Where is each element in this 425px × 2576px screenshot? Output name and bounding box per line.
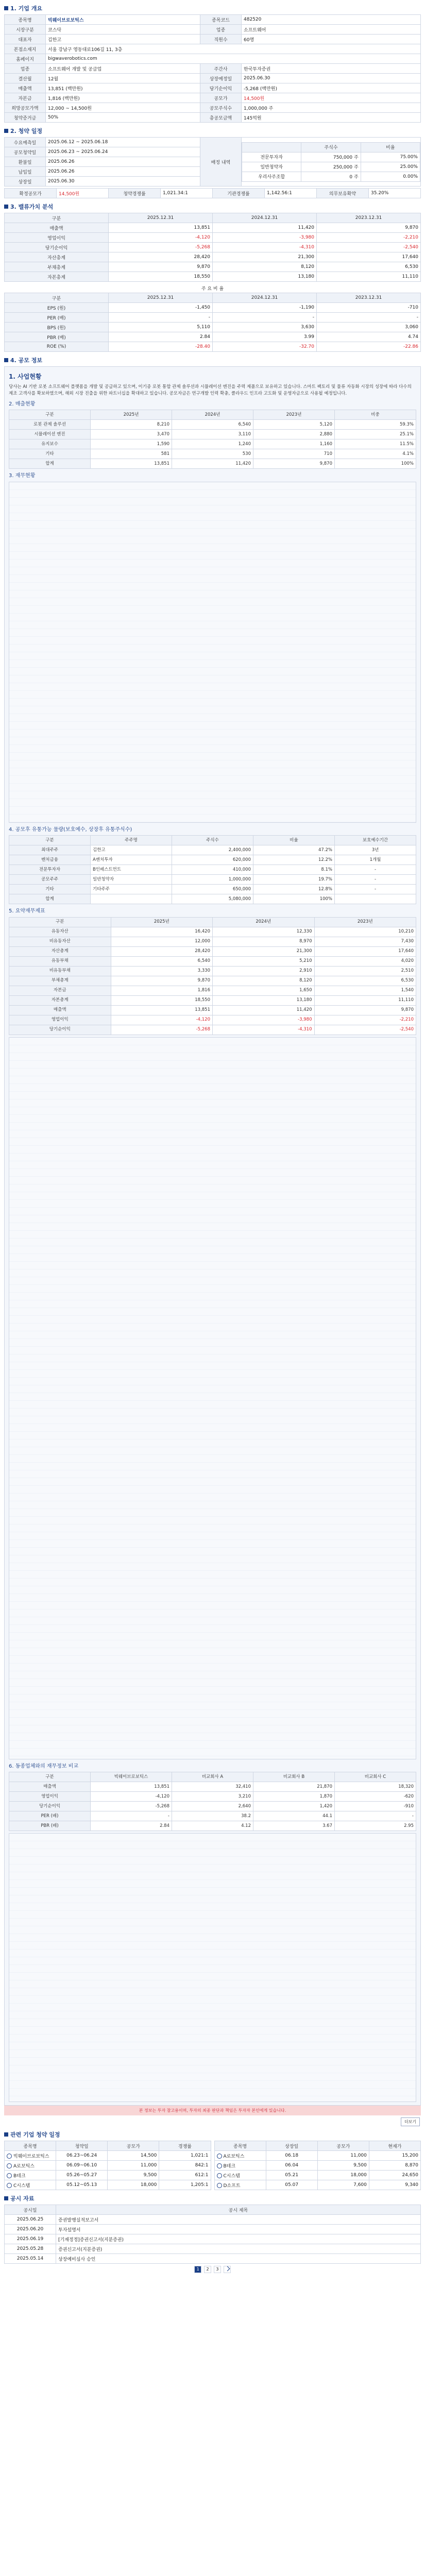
disclosure-row[interactable]: 2025.06.19 [기재정정]증권신고서(지분증권) xyxy=(5,2234,421,2244)
sales-table: 구분 2025년 2024년 2023년 비중 로봇 관제 솔루션 8,210 6,540 5,120 59.3% 시뮬레이션 엔진 3,470 3,110 2,880 25.1% 유지보수 1,590 1,240 1,160 11.5% 기타 581 530 710 4.1% 합계 13,851 11,420 9,870 100% xyxy=(9,410,416,469)
pagination xyxy=(4,2266,421,2273)
summary-table: 구분 2025년 2024년 2023년 유동자산 16,420 12,330 10,210 비유동자산 12,000 8,970 7,430 자산총계 28,420 21,300 17,640 유동부채 6,540 5,210 4,020 비유동부채 3,330 2,910 2,510 부채총계 9,870 8,120 6,530 자본금 1,816 1,650 1,540 자본총계 18,550 13,180 11,110 매출액 13,851 11,420 9,870 영업이익 -4,120 -3,980 -2,210 당기순이익 -5,268 -4,310 -2,540 xyxy=(9,917,416,1035)
stock-icon xyxy=(217,2183,222,2188)
more-row xyxy=(4,2117,421,2126)
stock-icon xyxy=(7,2173,12,2178)
related-listed-row[interactable]: B테크 06.04 9,500 8,870 xyxy=(214,2161,421,2171)
business-description: 당사는 AI 기반 로봇 소프트웨어 플랫폼을 개발 및 공급하고 있으며, 이기종 로봇 통합 관제 솔루션과 시뮬레이션 엔진을 주력 제품으로 보유하고 있습니다. 스마트 팩토리 및 물류 자동화 시장의 성장에 따라 다수의 제조 고객사를 확보하였으며, 해외 시장 진출을 위한 파트너십을 확대하고 있습니다. 공모자금은 연구개발 인력 확충, 클라우드 인프라 고도화 및 운영자금으로 사용될 예정입니다. xyxy=(9,384,412,396)
related-listed-row[interactable]: D소프트 05.07 7,600 9,340 xyxy=(214,2180,421,2190)
related-wrap xyxy=(4,2141,421,2190)
stock-icon xyxy=(7,2154,12,2159)
related-row[interactable]: A로보틱스 06.09~06.10 11,000 842:1 xyxy=(5,2161,211,2171)
related-title: 관련 기업 청약 일정 xyxy=(4,2130,421,2139)
disclosure-row[interactable]: 2025.06.20 투자설명서 xyxy=(5,2225,421,2234)
schedule-table: 수요예측일 2025.06.12 ~ 2025.06.18 배정 내역 주식수 비율 전문투자자 750,000 주 75.00% 일반청약자 250,000 주 25.00% 우리사주조합 0 주 0.00% 공모청약일 2025.06.23 ~ 2025.06.24 환불일 2025.06.26 납입일 2025.06.26 상장일 2025.06.30 xyxy=(4,137,421,187)
related-row[interactable]: 빅웨이브로보틱스 06.23~06.24 14,500 1,021:1 xyxy=(5,2151,211,2161)
disclosure-row[interactable]: 2025.05.28 증권신고서(지분증권) xyxy=(5,2244,421,2254)
related-row[interactable]: C시스템 05.12~05.13 18,000 1,205:1 xyxy=(5,2180,211,2190)
stock-icon xyxy=(7,2183,12,2188)
stock-icon xyxy=(217,2173,222,2178)
more-button[interactable]: 더보기 xyxy=(401,2117,420,2126)
section-schedule-title: 2. 청약 일정 xyxy=(4,127,421,135)
valuation-table: 구분 2025.12.31 2024.12.31 2023.12.31 매출액 13,851 11,420 9,870 영업이익 -4,120 -3,980 -2,210 당기순이익 -5,268 -4,310 -2,540 자산총계 28,420 21,300 17,640 부채총계 9,870 8,120 6,530 자본총계 18,550 13,180 11,110 xyxy=(4,213,421,282)
sales-subtitle: 2. 매출현황 xyxy=(9,401,36,407)
distribution-table: 구분 주주명 주식수 비율 보호예수기간 최대주주 김한고 2,400,000 47.2% 3년 벤처금융 A벤처투자 620,000 12.2% 1개월 전문투자자 B인베스트먼트 410,000 8.1% - 공모주주 일반청약자 1,000,000 19.7% - 기타 기타주주 650,000 12.8% - 합계 5,080,000 100% xyxy=(9,835,416,904)
section-company-title: 1. 기업 개요 xyxy=(4,4,421,12)
section-public-info-title: 4. 공모 정보 xyxy=(4,356,421,364)
ipo-detail-page xyxy=(4,4,421,2273)
stock-icon xyxy=(217,2154,222,2159)
ratio-title: 주 요 비 율 xyxy=(201,286,224,292)
business-memo: 1. 사업현황 당사는 AI 기반 로봇 소프트웨어 플랫폼을 개발 및 공급하고 있으며, 이기종 로봇 통합 관제 솔루션과 시뮬레이션 엔진을 주력 제품으로 보유하고 있습니다. 스마트 팩토리 및 물류 자동화 시장의 성장에 따라 다수의 제조 고객사를 확보하였으며, 해외 시장 진출을 위한 파트너십을 확대하고 있습니다. 공모자금은 연구개발 인력 확충, 클라우드 인프라 고도화 및 운영자금으로 사용될 예정입니다. 2. 매출현황 구분 2025년 2024년 2023년 비중 로봇 관제 솔루션 8,210 6,540 5,120 59.3% 시뮬레이션 엔진 3,470 3,110 2,880 25.1% 유지보수 1,590 1,240 1,160 11.5% 기타 581 530 710 4.1% 합계 13,851 11,420 9,870 100% 3. 재무현황 4. 공모후 유통가능 물량(보호예수, 상장후 유통주식수) 구분 주주명 주식수 비율 보호예수기간 최대주주 김한고 2,400,000 47.2% 3년 벤처금융 A벤처투자 620,000 12.2% 1개월 전문투자자 B인베스트먼트 410,000 8.1% - 공모주주 일반청약자 1,000,000 19.7% - 기타 기타주주 650,000 12.8% - 합계 5,080,000 100% 5. 요약재무제표 구분 2025년 2024년 2023년 유동자산 16,420 12,330 10,210 비유동자산 12,000 8,970 7,430 자산총계 28,420 21,300 17,640 유동부채 6,540 5,210 4,020 비유동부채 3,330 2,910 2,510 부채총계 9,870 8,120 6,530 자본금 1,816 1,650 1,540 자본총계 18,550 13,180 11,110 매출액 13,851 11,420 9,870 영업이익 -4,120 -3,980 -2,210 당기순이익 -5,268 -4,310 -2,540 6. 동종업체와의 재무정보 비교 구분 빅웨이브로보틱스 비교회사 A 비교회사 B 비교회사 C 매출액 13,851 32,410 21,870 18,320 영업이익 -4,120 3,210 1,870 -620 당기순이익 -5,268 2,640 1,420 -910 PER (배) - 38.2 44.1 - PBR (배) 2.84 4.12 3.67 2.95 xyxy=(4,366,421,2106)
disclosure-table: 공시일 공시 제목 2025.06.25 증권발행실적보고서 2025.06.20 투자설명서 2025.06.19 [기재정정]증권신고서(지분증권) 2025.05.28 증권신고서(지분증권) 2025.05.14 상장예비심사 승인 xyxy=(4,2205,421,2264)
finance-subtitle: 3. 재무현황 xyxy=(9,473,36,479)
related-left-table: 종목명 청약일 공모가 경쟁률 빅웨이브로보틱스 06.23~06.24 14,500 1,021:1 A로보틱스 06.09~06.10 11,000 842:1 B테크 05.26~05.27 9,500 612:1 C시스템 05.12~05.13 18,000 1,205:1 xyxy=(4,2141,211,2190)
related-listed-row[interactable]: C시스템 05.21 18,000 24,650 xyxy=(214,2171,421,2180)
finance-detail-area xyxy=(9,482,416,823)
disclosure-title: 공시 자료 xyxy=(4,2194,421,2202)
schedule-bottom-table: 확정공모가 14,500원 청약경쟁률 1,021.34:1 기관경쟁률 1,142.56:1 의무보유확약 35.20% xyxy=(4,188,421,198)
section-valuation-title: 3. 밸류가치 분석 xyxy=(4,202,421,211)
company-table: 종목명 빅웨이브로보틱스 종목코드 482520 시장구분 코스닥 업종 소프트웨어 대표자 김한고 직원수 60명 본점소재지 서울 강남구 영동대로106길 11, 3층 홈페이지 bigwaverobotics.com 업종 소프트웨어 개발 및 공급업 주간사 한국투자증권 결산월 12월 상장예정일 2025.06.30 매출액 13,851 (백만원) 당기순이익 -5,268 (백만원) 자본금 1,816 (백만원) 공모가 14,500원 희망공모가액 12,000 ~ 14,500원 공모주식수 1,000,000 주 청약증거금 50% 총공모금액 145억원 xyxy=(4,14,421,123)
related-listed-row[interactable]: A로보틱스 06.18 11,000 15,200 xyxy=(214,2151,421,2161)
summary-detail-area xyxy=(9,1037,416,1759)
disclosure-row[interactable]: 2025.05.14 상장예비심사 승인 xyxy=(5,2254,421,2264)
stock-icon xyxy=(217,2163,222,2168)
investment-notice: 본 정보는 투자 참고용이며, 투자의 최종 판단과 책임은 투자자 본인에게 있습니다. xyxy=(4,2106,421,2115)
related-row[interactable]: B테크 05.26~05.27 9,500 612:1 xyxy=(5,2171,211,2180)
peers-subtitle: 6. 동종업체와의 재무정보 비교 xyxy=(9,1763,78,1769)
next-page-icon[interactable] xyxy=(224,2266,231,2273)
disclosure-row[interactable]: 2025.06.25 증권발행실적보고서 xyxy=(5,2215,421,2225)
page-button[interactable]: 1 xyxy=(194,2266,201,2273)
ratio-table: 구분 2025.12.31 2024.12.31 2023.12.31 EPS (원) -1,450 -1,190 -710 PER (배) - - - BPS (원) 5,110 3,630 3,060 PBR (배) 2.84 3.99 4.74 ROE (%) -28.40 -32.70 -22.86 xyxy=(4,293,421,352)
allocation-table: 주식수 비율 전문투자자 750,000 주 75.00% 일반청약자 250,000 주 25.00% 우리사주조합 0 주 0.00% xyxy=(242,142,420,182)
peers-table: 구분 빅웨이브로보틱스 비교회사 A 비교회사 B 비교회사 C 매출액 13,851 32,410 21,870 18,320 영업이익 -4,120 3,210 1,870 -620 당기순이익 -5,268 2,640 1,420 -910 PER (배) - 38.2 44.1 - PBR (배) 2.84 4.12 3.67 2.95 xyxy=(9,1772,416,1831)
peers-detail-area xyxy=(9,1833,416,2102)
page-button[interactable]: 3 xyxy=(214,2266,221,2273)
distribution-subtitle: 4. 공모후 유통가능 물량(보호예수, 상장후 유통주식수) xyxy=(9,826,132,833)
page-button[interactable]: 2 xyxy=(204,2266,211,2273)
summary-subtitle: 5. 요약재무제표 xyxy=(9,908,45,914)
related-right-table: 종목명 상장일 공모가 현재가 A로보틱스 06.18 11,000 15,200 B테크 06.04 9,500 8,870 C시스템 05.21 18,000 24,650 D소프트 05.07 7,600 9,340 xyxy=(214,2141,421,2190)
stock-icon xyxy=(7,2163,12,2168)
homepage-link[interactable]: bigwaverobotics.com xyxy=(46,54,421,64)
